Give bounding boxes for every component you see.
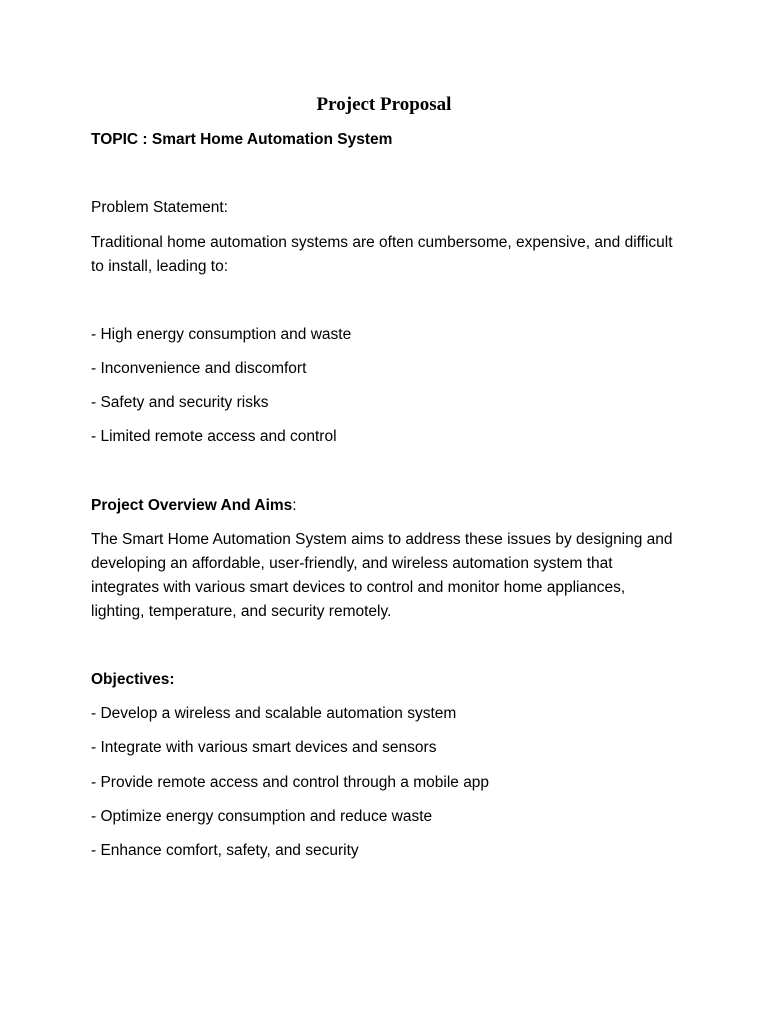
topic-line: TOPIC : Smart Home Automation System [91,131,393,148]
objectives-heading: Objectives: [91,671,175,688]
objective-list-item: - Integrate with various smart devices and sensors [91,739,437,756]
problem-list-item: - Inconvenience and discomfort [91,360,307,377]
document-title: Project Proposal [316,94,452,115]
objective-list-item: - Optimize energy consumption and reduce waste [91,808,433,825]
overview-text: The Smart Home Automation System aims to address these issues by designing and developing an affordable, user-friendly, and wireless automation system that integrates with various smart devices to control and monitor home appliances, lighting, temperature, and security remotely. [91,531,673,620]
overview-heading: Project Overview And Aims [91,497,293,514]
problem-list-item: - High energy consumption and waste [91,326,352,343]
problem-statement-text: Traditional home automation systems are often cumbersome, expensive, and difficult to install, leading to: [91,234,673,275]
objective-list-item: - Develop a wireless and scalable automation system [91,705,457,722]
objective-list-item: - Provide remote access and control through a mobile app [91,774,490,791]
overview-heading-colon: : [292,497,297,514]
problem-list-item: - Limited remote access and control [91,428,337,445]
overview-heading-line [91,494,681,518]
problem-list-item: - Safety and security risks [91,394,269,411]
problem-statement-heading: Problem Statement: [91,199,228,216]
objective-list-item: - Enhance comfort, safety, and security [91,842,359,859]
